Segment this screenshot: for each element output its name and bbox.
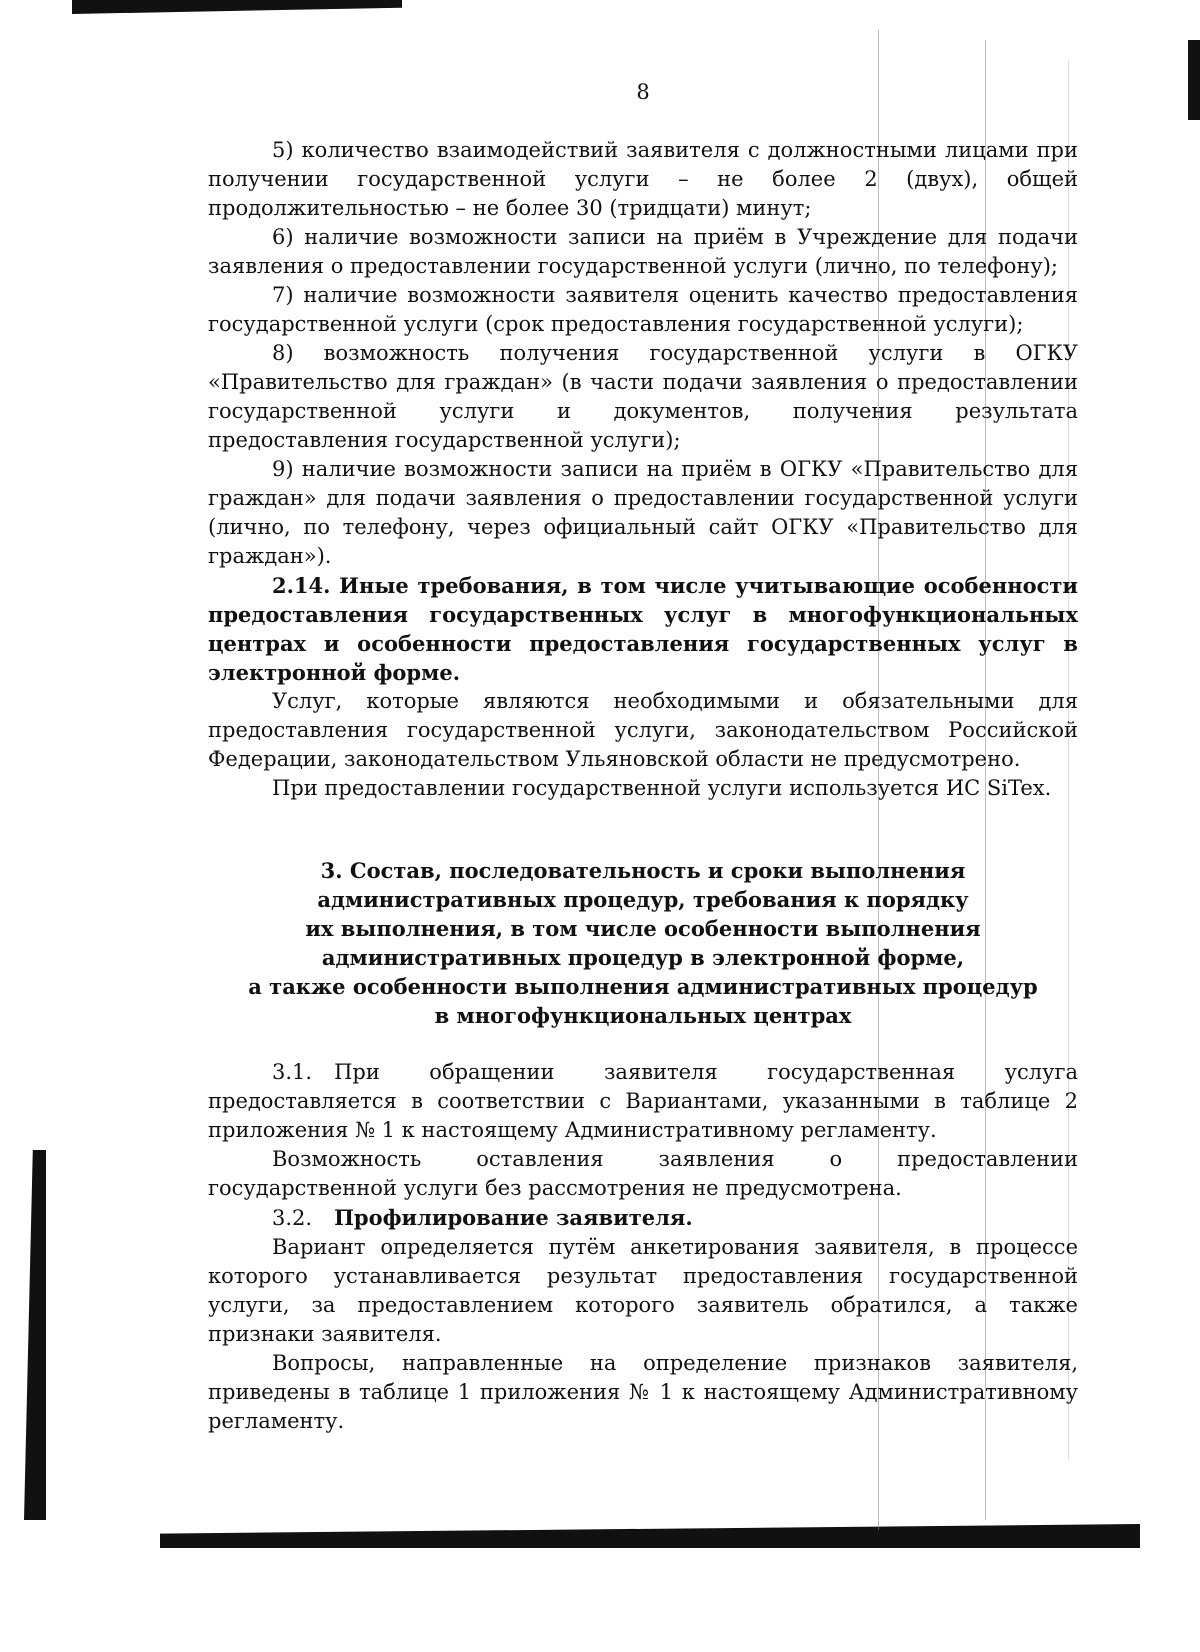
list-item: 6) наличие возможности записи на приём в Учреждение для подачи заявления о предоставлении государственной услуги (лично, по телефону); — [208, 225, 1078, 278]
section-3-body — [208, 1058, 1078, 1436]
heading-line: административных процедур в электронной форме, — [321, 945, 965, 970]
heading-line: их выполнения, в том числе особенности выполнения — [305, 916, 981, 941]
requirements-list — [208, 136, 1078, 803]
heading-line: а также особенности выполнения административных процедур — [248, 974, 1038, 999]
list-item: 5) количество взаимодействий заявителя с должностными лицами при получении государственной услуги – не более 2 (двух), общей продолжительностью – не более 30 (тридцати) минут; — [208, 138, 1078, 220]
heading-line: 3. Состав, последовательность и сроки выполнения — [320, 858, 966, 883]
section-3-heading — [208, 856, 1078, 1030]
scan-edge-left — [24, 1150, 46, 1520]
heading-line: в многофункциональных центрах — [434, 1003, 852, 1028]
paragraph: Услуг, которые являются необходимыми и обязательными для предоставления государственной услуги, законодательством Российской Федерации, законодательством Ульяновской области не предусмотрено. — [208, 689, 1078, 771]
list-item: 8) возможность получения государственной услуги в ОГКУ «Правительство для граждан» (в части подачи заявления о предоставлении государственной услуги и документов, получения результата предоставления государственной услуги); — [208, 341, 1078, 452]
paragraph: Вариант определяется путём анкетирования заявителя, в процессе которого устанавливается результат предоставления государственной услуги, за предоставлением которого заявитель обратился, а также признаки заявителя. — [208, 1235, 1078, 1346]
scan-edge-top — [72, 0, 402, 14]
subsection-heading-2-14: 2.14. Иные требования, в том числе учитывающие особенности предоставления государственных услуг в многофункциональных центрах и особенности предоставления государственных услуг в электронной форме. — [208, 573, 1078, 685]
paragraph: Возможность оставления заявления о предоставлении государственной услуги без рассмотрения не предусмотрена. — [208, 1147, 1078, 1200]
scan-edge-bottom — [160, 1524, 1140, 1548]
paragraph: При предоставлении государственной услуги используется ИС SiTex. — [272, 776, 1052, 800]
paragraph-3-1 — [208, 1058, 1078, 1145]
paragraph: Вопросы, направленные на определение признаков заявителя, приведены в таблице 1 приложения № 1 к настоящему Административному регламенту. — [208, 1351, 1078, 1433]
list-item: 9) наличие возможности записи на приём в ОГКУ «Правительство для граждан» для подачи заявления о предоставлении государственной услуги (лично, по телефону, через официальный сайт ОГКУ «Правительство для граждан»). — [208, 457, 1078, 568]
paragraph-number: 3.2. — [272, 1206, 313, 1230]
paragraph-title: Профилирование заявителя. — [334, 1205, 693, 1230]
heading-line: административных процедур, требования к порядку — [317, 887, 969, 912]
paragraph-3-2-heading — [208, 1203, 1078, 1233]
paragraph-number: 3.1. — [272, 1060, 313, 1084]
page-number: 8 — [636, 80, 650, 104]
list-item: 7) наличие возможности заявителя оценить качество предоставления государственной услуги (срок предоставления государственной услуги); — [208, 283, 1078, 336]
paragraph-text: При обращении заявителя государственная услуга предоставляется в соответствии с Вариантами, указанными в таблице 2 приложения № 1 к настоящему Административному регламенту. — [208, 1060, 1078, 1142]
scan-edge-right — [1188, 40, 1200, 120]
